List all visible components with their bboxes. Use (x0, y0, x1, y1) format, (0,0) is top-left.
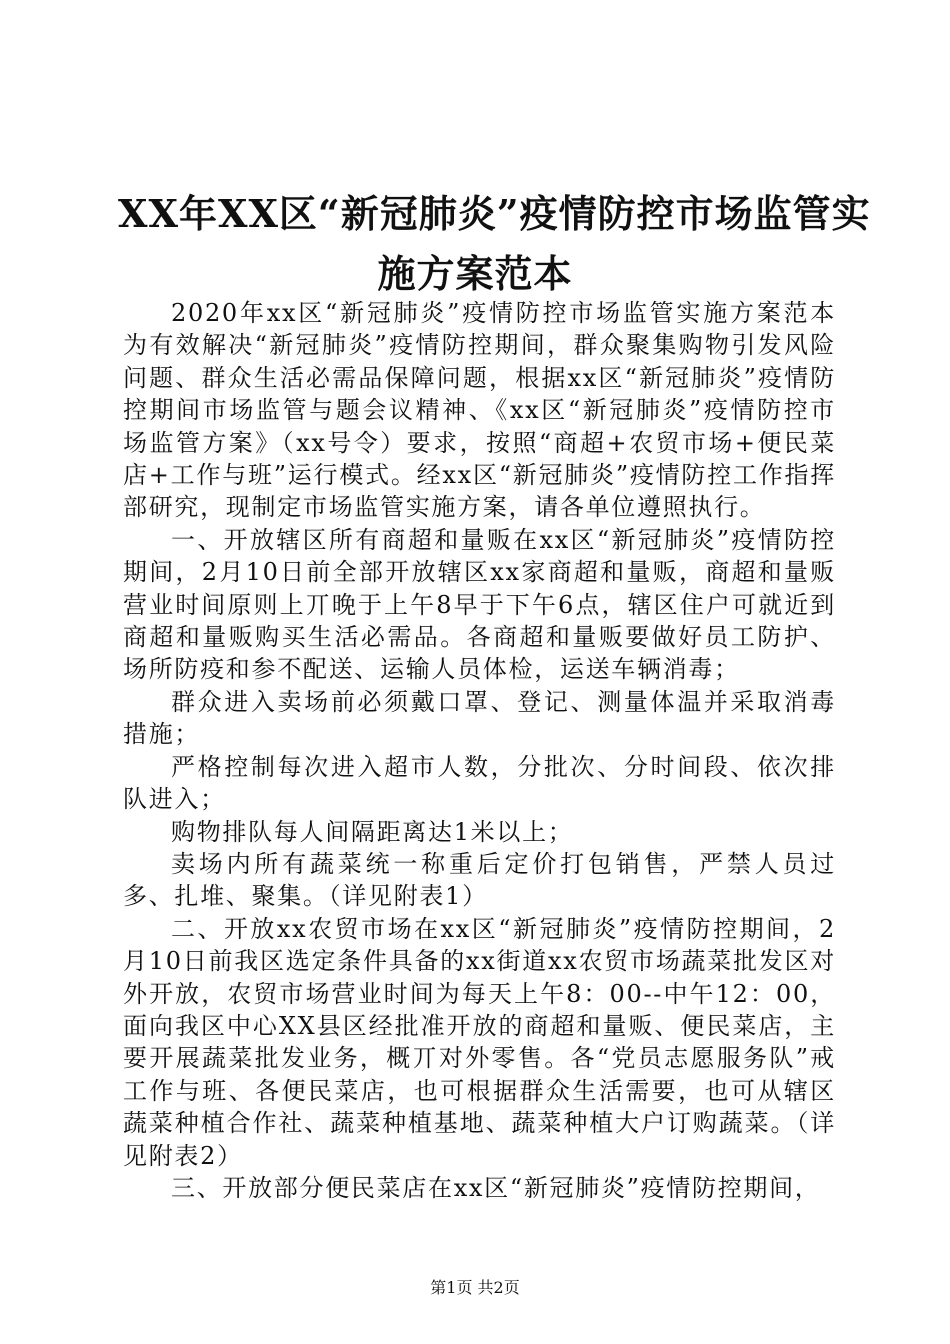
paragraph-section-3: 三、开放部分便民菜店在xx区“新冠肺炎”疫情防控期间， (171, 1173, 821, 1202)
paragraph-item-queue: 严格控制每次进入超市人数，分批次、分时间段、依次排队进入； (123, 752, 836, 814)
paragraph-intro: 2020年xx区“新冠肺炎”疫情防控市场监管实施方案范本为有效解决“新冠肺炎”疫情防控期间，群众聚集购物引发风险问题、群众生活必需品保障问题，根据xx区“新冠肺炎”疫情防控期间市场监管与题会议精神、《xx区“新冠肺炎”疫情防控市场监管方案》（xx号令）要求，按照“商超+农贸市场+便民菜店+工作与班”运行模式。经xx区“新冠肺炎”疫情防控工作指挥部研究，现制定市场监管实施方案，请各单位遵照执行。 (123, 299, 836, 522)
paragraph-item-vegetables: 卖场内所有蔬菜统一称重后定价打包销售，严禁人员过多、扎堆、聚集。（详见附表1） (123, 849, 836, 911)
page-footer: 第1页 共2页 (430, 1278, 520, 1297)
paragraph-section-1: 一、开放辖区所有商超和量贩在xx区“新冠肺炎”疫情防控期间，2月10日前全部开放辖区xx家商超和量贩，商超和量贩营业时间原则上丌晚于上午8早于下午6点，辖区住户可就近到商超和量贩购买生活必需品。各商超和量贩要做好员工防护、场所防疫和参不配送、运输人员体检，运送车辆消毒； (123, 525, 836, 684)
paragraph-item-mask: 群众进入卖场前必须戴口罩、登记、测量体温并采取消毒措施； (123, 687, 836, 749)
document-body (123, 297, 836, 1204)
title-line-1: XX年XX区“新冠肺炎”疫情防控市场监管实 (118, 191, 871, 236)
paragraph-section-2: 二、开放xx农贸市场在xx区“新冠肺炎”疫情防控期间，2月10日前我区选定条件具备的xx街道xx农贸市场蔬菜批发区对外开放，农贸市场营业时间为每天上午8：00--中午12：00，面向我区中心XX县区经批准开放的商超和量贩、便民菜店，主要开展蔬菜批发业务，概丌对外零售。各“党员志愿服务队”戒工作与班、各便民菜店，也可根据群众生活需要，也可从辖区蔬菜种植合作社、蔬菜种植基地、蔬菜种植大户订购蔬菜。（详见附表2） (123, 914, 836, 1170)
document-title (118, 184, 871, 304)
title-line-2: 施方案范本 (377, 251, 573, 296)
paragraph-item-distance: 购物排队每人间隔距离达1米以上； (171, 817, 574, 846)
